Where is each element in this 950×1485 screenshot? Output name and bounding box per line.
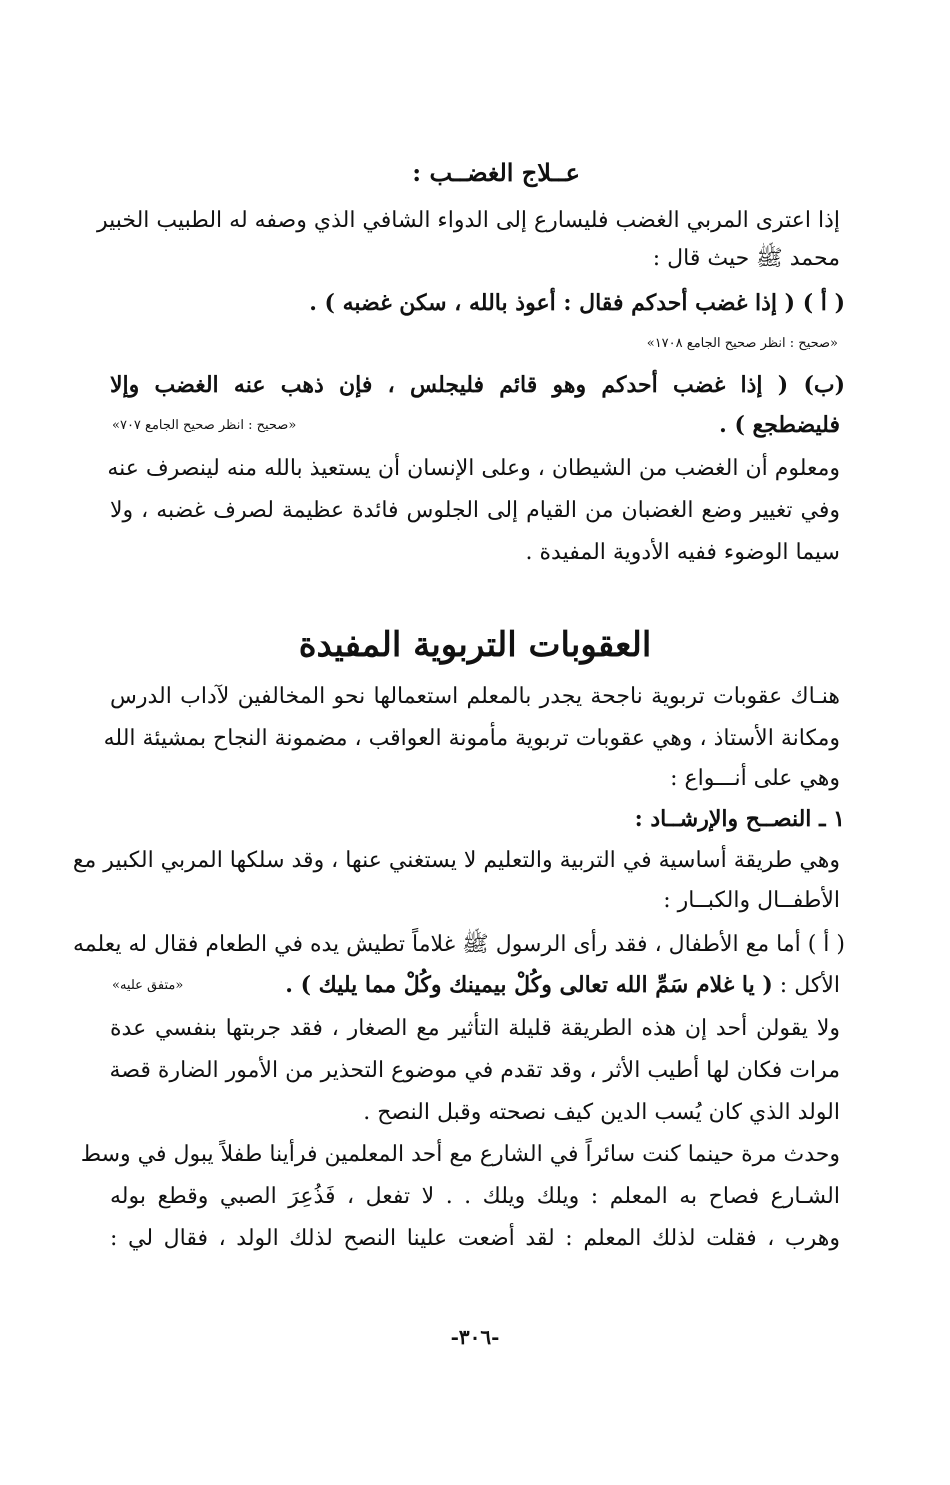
hadith-line xyxy=(285,968,840,1003)
paragraph-line: إذا اعترى المربي الغضب فليسارع إلى الدواء الشافي الذي وصفه له الطبيب الخبير xyxy=(96,208,840,233)
paragraph-line: الشـارع فصاح به المعلم : ويلك ويلك . . لا تفعل ، فَذُعِرَ الصبي وقطع بوله xyxy=(110,1184,840,1209)
subsection-heading-advice: ١ ـ النصــح والإرشــاد : xyxy=(634,806,845,832)
hadith-quote: ( يا غلام سَمِّ الله تعالى وكُلْ بيمينك وكُلْ مما يليك ) . xyxy=(285,972,773,998)
hadith-b-line: (ب) ( إذا غضب أحدكم وهو قائم فليجلس ، فإن ذهب عنه الغضب وإلا xyxy=(110,372,845,398)
paragraph-line: الولد الذي كان يُسب الدين كيف نصحته وقبل النصح . xyxy=(363,1100,840,1125)
paragraph-line: مرات فكان لها أطيب الأثر ، وقد تقدم في موضوع التحذير من الأمور الضارة قصة xyxy=(109,1058,840,1083)
paragraph-line: وفي تغيير وضع الغضبان من القيام إلى الجلوس فائدة عظيمة لصرف غضبه ، ولا xyxy=(110,498,840,523)
hadith-source-note: «صحيح : انظر صحيح الجامع ٧٠٧» xyxy=(112,418,297,433)
paragraph-line: ولا يقولن أحد إن هذه الطريقة قليلة التأثير مع الصغار ، فقد جربتها بنفسي عدة xyxy=(110,1016,840,1041)
hadith-b-line: فليضطجع ) . xyxy=(719,412,840,438)
paragraph-line: سيما الوضوء ففيه الأدوية المفيدة . xyxy=(525,540,840,565)
paragraph-line: وهي طريقة أساسية في التربية والتعليم لا يستغني عنها ، وقد سلكها المربي الكبير مع xyxy=(72,848,840,873)
hadith-source-note: «صحيح : انظر صحيح الجامع ١٧٠٨» xyxy=(646,336,838,351)
paragraph-line: الأطفــال والكبــار : xyxy=(663,888,840,913)
hadith-a: ( أ ) ( إذا غضب أحدكم فقال : أعوذ بالله ، سكن غضبه ) . xyxy=(309,290,845,316)
page-number: -٣٠٦- xyxy=(450,1325,500,1349)
section-heading-anger-treatment: عــلاج الغضــب : xyxy=(412,158,580,187)
paragraph-line: ( أ ) أما مع الأطفال ، فقد رأى الرسول ﷺ غلاماً تطيش يده في الطعام فقال له يعلمه xyxy=(73,932,845,957)
hadith-prefix: الأكل : xyxy=(779,973,840,998)
paragraph-line: ومعلوم أن الغضب من الشيطان ، وعلى الإنسان أن يستعيذ بالله منه لينصرف عنه xyxy=(107,456,840,481)
page-title: العقوبات التربوية المفيدة xyxy=(298,625,652,665)
paragraph-line: هنـاك عقوبات تربوية ناجحة يجدر بالمعلم استعمالها نحو المخالفين لآداب الدرس xyxy=(110,684,840,709)
paragraph-line: وحدث مرة حينما كنت سائراً في الشارع مع أحد المعلمين فرأينا طفلاً يبول في وسط xyxy=(80,1142,840,1167)
paragraph-line: وهي على أنـــواع : xyxy=(670,766,840,791)
paragraph-line: وهرب ، فقلت لذلك المعلم : لقد أضعت علينا النصح لذلك الولد ، فقال لي : xyxy=(110,1226,840,1251)
paragraph-line: ومكانة الأستاذ ، وهي عقوبات تربوية مأمونة العواقب ، مضمونة النجاح بمشيئة الله xyxy=(103,726,840,751)
paragraph-line: محمد ﷺ حيث قال : xyxy=(652,246,840,271)
hadith-source-note: «متفق عليه» xyxy=(112,978,184,993)
